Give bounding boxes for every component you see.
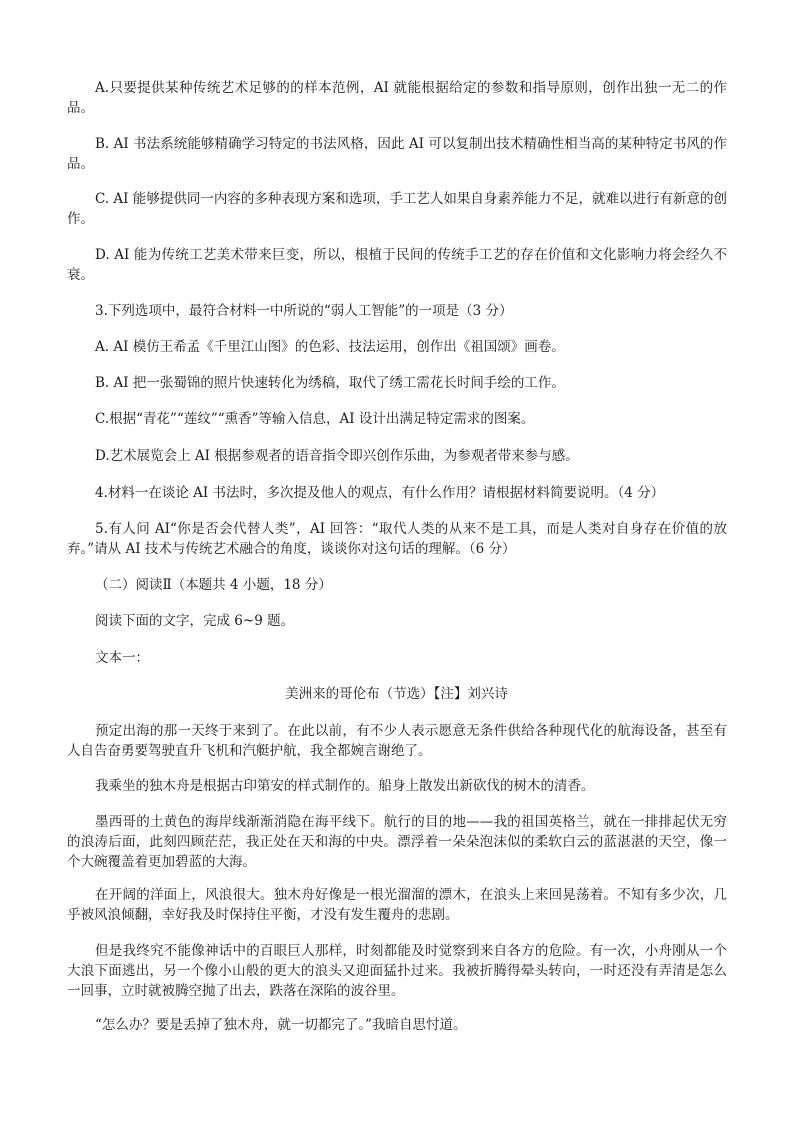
q3-option-b: B. AI 把一张蜀锦的照片快速转化为绣稿，取代了绣工需花长时间手绘的工作。	[95, 375, 565, 391]
q3-option-a: A. AI 模仿王希孟《千里江山图》的色彩、技法运用，创作出《祖国颂》画卷。	[95, 339, 565, 355]
option-c-paragraph: C. AI 能够提供同一内容的多种表现方案和选项，手工艺人如果自身素养能力不足，就难以进行有新意的创作。	[67, 191, 727, 227]
article-paragraph: 但是我终究不能像神话中的百眼巨人那样，时刻都能及时觉察到来自各方的危险。有一次，小舟刚从一个大浪下面逃出，另一个像小山般的更大的浪头又迎面猛扑过来。我被折腾得晕头转向，一时还没有弄清是怎么一回事，立时就被腾空抛了出去，跌落在深陷的波谷里。	[67, 943, 727, 999]
question-3: 3.下列选项中，最符合材料一中所说的“弱人工智能”的一项是（3 分）	[95, 303, 513, 319]
instruction: 阅读下面的文字，完成 6~9 题。	[95, 613, 295, 629]
q3-option-d: D.艺术展览会上 AI 根据参观者的语音指令即兴创作乐曲，为参观者带来参与感。	[95, 448, 579, 464]
article-paragraph: 预定出海的那一天终于来到了。在此以前，有不少人表示愿意无条件供给各种现代化的航海设备，甚至有人自告奋勇要驾驶直升飞机和汽艇护航，我全都婉言谢绝了。	[67, 723, 727, 759]
section-heading: （二）阅读Ⅱ（本题共 4 小题，18 分）	[95, 577, 332, 593]
article-title: 美洲来的哥伦布（节选）【注】刘兴诗	[285, 686, 508, 702]
text-one-label: 文本一：	[95, 650, 149, 666]
question-4: 4.材料一在谈论 AI 书法时，多次提及他人的观点，有什么作用？请根据材料简要说明。（4 分）	[95, 485, 665, 501]
q3-option-c: C.根据“青花”“莲纹”“熏香”等输入信息，AI 设计出满足特定需求的图案。	[95, 411, 535, 427]
article-paragraph: 我乘坐的独木舟是根据古印第安的样式制作的。船身上散发出新砍伐的树木的清香。	[95, 778, 595, 794]
option-a-paragraph: A.只要提供某种传统艺术足够的的样本范例，AI 就能根据给定的参数和指导原则，创作出独一无二的作品。	[67, 80, 727, 116]
question-5: 5.有人问 AI“你是否会代替人类”，AI 回答：“取代人类的从来不是工具，而是人类对自身存在价值的放弃。”请从 AI 技术与传统艺术融合的角度，谈谈你对这句话的理解。（6 分）	[67, 521, 727, 557]
option-d-paragraph: D. AI 能为传统工艺美术带来巨变，所以，根植于民间的传统手工艺的存在价值和文化影响力将会经久不衰。	[67, 247, 727, 283]
article-paragraph: 墨西哥的土黄色的海岸线渐渐消隐在海平线下。航行的目的地——我的祖国英格兰，就在一排排起伏无穷的浪涛后面，此刻四顾茫茫，我正处在天和海的中央。漂浮着一朵朵泡沫似的柔软白云的蓝湛湛的天空，像一个大碗覆盖着更加碧蓝的大海。	[67, 814, 727, 870]
article-paragraph: “怎么办？要是丢掉了独木舟，就一切都完了。”我暗自思忖道。	[95, 1017, 467, 1033]
article-paragraph: 在开阔的洋面上，风浪很大。独木舟好像是一根光溜溜的漂木，在浪头上来回晃荡着。不知有多少次，几乎被风浪倾翻，幸好我及时保持住平衡，才没有发生覆舟的悲剧。	[67, 887, 727, 923]
option-b-paragraph: B. AI 书法系统能够精确学习特定的书法风格，因此 AI 可以复制出技术精确性相当高的某种特定书风的作品。	[67, 136, 727, 172]
